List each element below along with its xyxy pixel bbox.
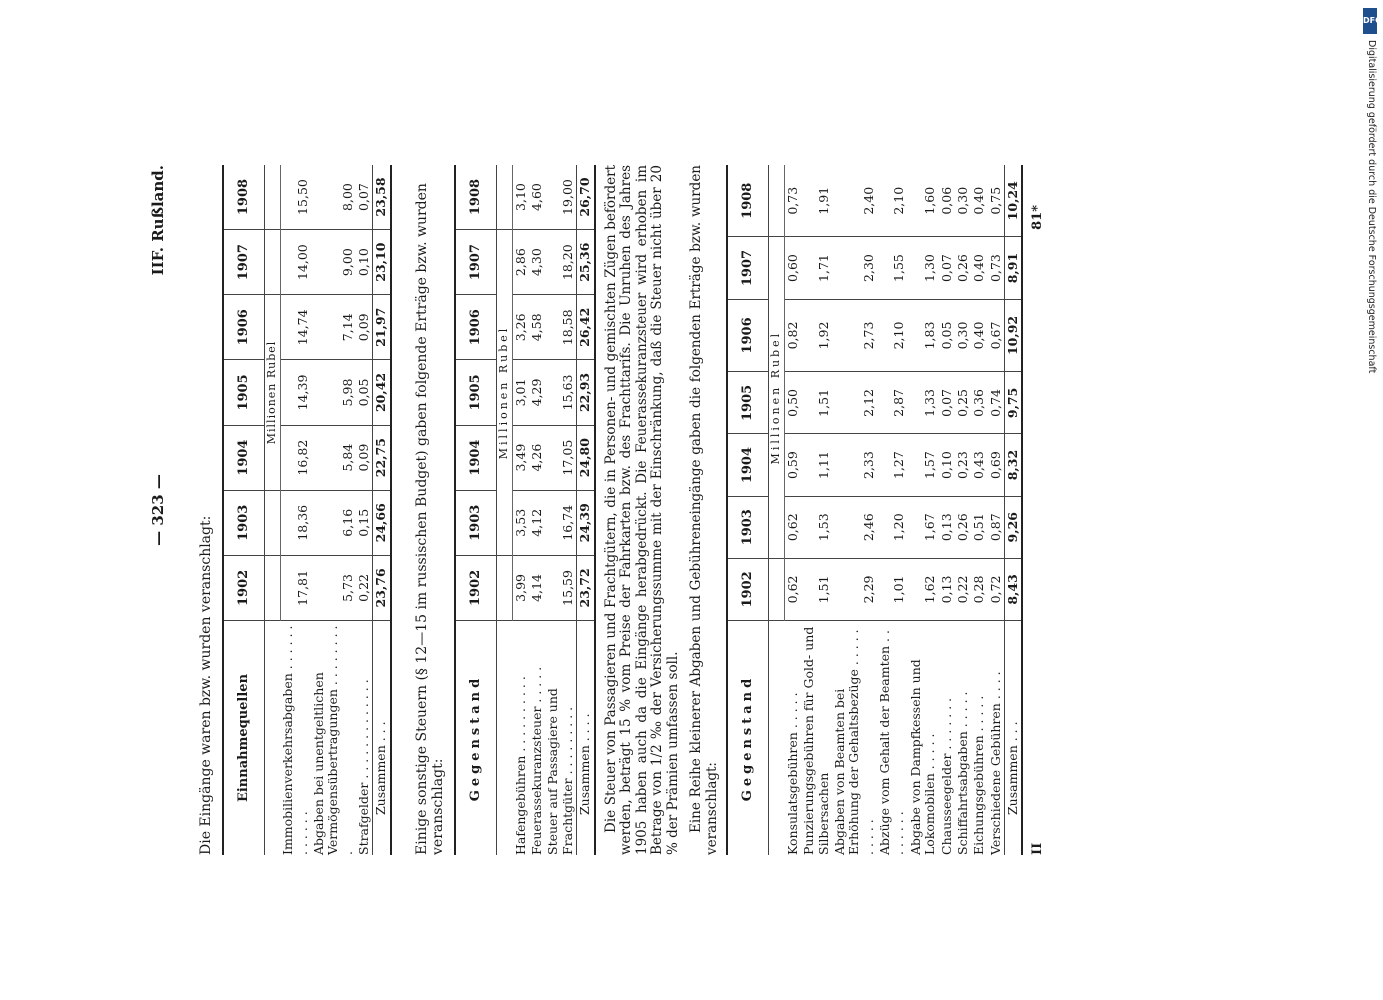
table-row <box>512 165 529 855</box>
year-header: 1907 <box>223 230 265 295</box>
year-header: 1902 <box>223 555 265 620</box>
table-cell: 8,43 <box>1005 558 1023 620</box>
unit-label: Millionen Rubel <box>265 295 281 490</box>
table-cell: 0,50 <box>784 372 801 434</box>
table-cell: 14,00 <box>280 230 311 295</box>
table-cell: 4,12 <box>529 490 545 555</box>
page-number: — 323 — <box>149 474 167 546</box>
table-cell: 18,36 <box>280 490 311 555</box>
table-cell: 18,58 <box>545 295 576 360</box>
year-header: 1906 <box>455 295 497 360</box>
row-label: Abzüge vom Gehalt der Beamten . . . . . . . . <box>877 630 907 855</box>
table-cell: 1,60 <box>908 165 939 237</box>
table-cell: 9,75 <box>1005 372 1023 434</box>
year-header: 1908 <box>455 165 497 230</box>
table-cell: 8,32 <box>1005 434 1023 496</box>
row-label: Abgaben von Beamten bei Erhöhung der Gehaltsbezüge . . . . . . . . . . <box>831 629 876 855</box>
row-label: Abgabe von Dampfkesseln und Lokomobilen . . . . . <box>907 659 938 855</box>
row-label: Punzierungsgebühren für Gold- und Silbersachen <box>801 626 831 855</box>
year-header: 1908 <box>727 165 769 237</box>
year-header: 1906 <box>727 299 769 372</box>
table-cell: 0,26 <box>955 237 971 299</box>
year-header: 1906 <box>223 295 265 360</box>
table-cell: 3,26 <box>512 295 529 360</box>
table-cell: 0,23 <box>955 434 971 496</box>
table-row <box>529 165 545 855</box>
table-cell: 6,16 <box>311 490 356 555</box>
table-row <box>784 165 801 855</box>
table-cell: 0,62 <box>784 558 801 620</box>
table-cell: 15,50 <box>280 165 311 230</box>
table-cell: 0,72 <box>988 558 1005 620</box>
table-cell: 1,67 <box>908 496 939 558</box>
table-cell: 9,26 <box>1005 496 1023 558</box>
table-cell: 4,60 <box>529 165 545 230</box>
table-row <box>280 165 311 855</box>
col-header: Einnahmequellen <box>223 621 265 856</box>
unit-label: Millionen Rubel <box>497 230 513 556</box>
table-row <box>545 165 576 855</box>
table-cell: 14,74 <box>280 295 311 360</box>
table-cell: 1,83 <box>908 299 939 372</box>
table-cell: 1,11 <box>801 434 832 496</box>
table-cell: 3,53 <box>512 490 529 555</box>
table-cell: 14,39 <box>280 360 311 425</box>
table-row <box>955 165 971 855</box>
table-cell: 0,74 <box>988 372 1005 434</box>
table-cell: 23,76 <box>373 555 391 620</box>
row-label: Schiffahrtsabgaben . . . . . <box>954 691 970 855</box>
table-cell: 1,53 <box>801 496 832 558</box>
table-cell: 24,39 <box>577 490 595 555</box>
table-cell: 0,22 <box>955 558 971 620</box>
table-cell: 0,75 <box>988 165 1005 237</box>
table-cell: 1,01 <box>877 558 908 620</box>
total-row <box>1005 165 1023 855</box>
table-cell: 0,07 <box>356 165 373 230</box>
table-cell: 4,14 <box>529 555 545 620</box>
paragraph-1: Die Steuer von Passagieren und Frachtgütern, die in Personen- und gemischten Zügen befördert werden, beträgt 15 % vom Preise der Fahrkarten bzw. des Frachttarifs. Die Unruhen des Jahres 1905 haben auch da die Eingänge herabgedrückt. Die Feuerassekuranzsteuer wird erhoben im Betrage von 1/2 ‰ der Versicherungssumme mit der Einschränkung, daß die Steuer nicht über 20 % der Prämien umfassen soll. <box>602 165 681 855</box>
table-cell: 25,36 <box>577 230 595 295</box>
page-header <box>150 165 176 855</box>
total-label: Zusammen . . . <box>373 621 391 856</box>
table-cell: 2,30 <box>832 237 877 299</box>
table-cell: 0,30 <box>955 165 971 237</box>
table-cell: 0,13 <box>939 558 955 620</box>
paragraph-2: Eine Reihe kleinerer Abgaben und Gebühreneingänge gaben die folgenden Erträge bzw. wurden veranschlagt: <box>688 165 720 855</box>
table-cell: 23,58 <box>373 165 391 230</box>
table-cell: 23,72 <box>577 555 595 620</box>
table-cell: 4,29 <box>529 360 545 425</box>
table-cell: 5,98 <box>311 360 356 425</box>
table-cell: 0,40 <box>971 165 987 237</box>
table-cell: 0,73 <box>988 237 1005 299</box>
table-cell: 2,10 <box>877 299 908 372</box>
table-cell: 2,73 <box>832 299 877 372</box>
table-cell: 24,80 <box>577 425 595 490</box>
table-sonstige-steuern <box>454 165 596 855</box>
table-cell: 16,82 <box>280 425 311 490</box>
table-cell: 8,00 <box>311 165 356 230</box>
row-label: Strafgelder . . . . . . . . . . . . . <box>356 679 372 855</box>
year-header: 1904 <box>223 425 265 490</box>
table-cell: 4,30 <box>529 230 545 295</box>
table-cell: 0,69 <box>988 434 1005 496</box>
table-cell: 20,42 <box>373 360 391 425</box>
table-cell: 1,62 <box>908 558 939 620</box>
year-header: 1904 <box>727 434 769 496</box>
table-cell: 0,30 <box>955 299 971 372</box>
table-cell: 10,92 <box>1005 299 1023 372</box>
dfg-text: Digitalisierung gefördert durch die Deutsche Forschungsgemeinschaft <box>1366 40 1377 374</box>
total-label: Zusammen . . . <box>1005 621 1023 856</box>
table-cell: 22,93 <box>577 360 595 425</box>
table-cell: 2,87 <box>877 372 908 434</box>
table-cell: 0,73 <box>784 165 801 237</box>
table-cell: 0,40 <box>971 299 987 372</box>
table-cell: 0,87 <box>988 496 1005 558</box>
table-cell: 0,25 <box>955 372 971 434</box>
table-cell: 1,30 <box>908 237 939 299</box>
table-cell: 1,55 <box>877 237 908 299</box>
table-cell: 0,05 <box>939 299 955 372</box>
signature-mark: II <box>1030 842 1046 855</box>
table-cell: 0,62 <box>784 496 801 558</box>
row-label: Hafengebühren . . . . . . . . . . <box>512 676 528 855</box>
table-cell: 26,70 <box>577 165 595 230</box>
table-cell: 0,28 <box>971 558 987 620</box>
table-cell: 0,09 <box>356 295 373 360</box>
table-cell: 0,82 <box>784 299 801 372</box>
year-header: 1903 <box>727 496 769 558</box>
year-header: 1905 <box>223 360 265 425</box>
row-label: Konsulatsgebühren . . . . . <box>784 692 800 855</box>
table-cell: 10,24 <box>1005 165 1023 237</box>
total-row <box>577 165 595 855</box>
table-cell: 1,20 <box>877 496 908 558</box>
table-cell: 4,58 <box>529 295 545 360</box>
table-cell: 24,66 <box>373 490 391 555</box>
year-header: 1905 <box>727 372 769 434</box>
table-row <box>832 165 877 855</box>
table-row <box>877 165 908 855</box>
table-cell: 15,63 <box>545 360 576 425</box>
year-header: 1902 <box>727 558 769 620</box>
table-cell: 0,07 <box>939 237 955 299</box>
table-cell: 3,10 <box>512 165 529 230</box>
year-header: 1907 <box>727 237 769 299</box>
table-cell: 1,92 <box>801 299 832 372</box>
year-header: 1907 <box>455 230 497 295</box>
table-cell: 0,15 <box>356 490 373 555</box>
row-label: Steuer auf Passagiere und Frachtgüter . . . . . . . . . <box>545 688 575 855</box>
table-cell: 2,40 <box>832 165 877 237</box>
row-label: Chausseegelder . . . . . . . <box>938 697 954 855</box>
table-cell: 0,07 <box>939 372 955 434</box>
table-cell: 0,10 <box>939 434 955 496</box>
table-cell: 17,81 <box>280 555 311 620</box>
table-einnahmequellen <box>222 165 392 855</box>
table-cell: 1,27 <box>877 434 908 496</box>
row-label: Feuerassekuranzsteuer . . . . . <box>529 666 545 855</box>
year-header: 1904 <box>455 425 497 490</box>
table-cell: 1,71 <box>801 237 832 299</box>
total-label: Zusammen . . . . <box>577 621 595 856</box>
table-cell: 23,10 <box>373 230 391 295</box>
table-cell: 2,46 <box>832 496 877 558</box>
table-cell: 0,67 <box>988 299 1005 372</box>
page-footer <box>1031 165 1053 855</box>
intro-text-1: Die Eingänge waren bzw. wurden veranschlagt: <box>198 515 214 855</box>
table-cell: 15,59 <box>545 555 576 620</box>
dfg-attribution <box>1357 8 1383 428</box>
table-cell: 1,51 <box>801 558 832 620</box>
table-cell: 2,10 <box>877 165 908 237</box>
table-cell: 5,73 <box>311 555 356 620</box>
row-label: Eichungsgebühren . . . . . <box>971 695 987 855</box>
table-cell: 21,97 <box>373 295 391 360</box>
table-row <box>356 165 373 855</box>
year-header: 1908 <box>223 165 265 230</box>
table-cell: 17,05 <box>545 425 576 490</box>
table-cell: 2,29 <box>832 558 877 620</box>
intro-text-2: Einige sonstige Steuern (§ 12—15 im russischen Budget) gaben folgende Erträge bzw. wurden veranschlagt: <box>413 183 446 855</box>
table-cell: 2,12 <box>832 372 877 434</box>
table-cell: 0,40 <box>971 237 987 299</box>
table-cell: 7,14 <box>311 295 356 360</box>
table-row <box>908 165 939 855</box>
table-cell: 1,91 <box>801 165 832 237</box>
table-cell: 0,09 <box>356 425 373 490</box>
table-row <box>939 165 955 855</box>
table-cell: 1,51 <box>801 372 832 434</box>
row-label: Immobilienverkehrsabgaben . . . . . . . . . . . . <box>280 625 310 855</box>
row-label: Verschiedene Gebühren . . . . <box>987 671 1003 855</box>
table-cell: 3,99 <box>512 555 529 620</box>
table-cell: 9,00 <box>311 230 356 295</box>
total-row <box>373 165 391 855</box>
table-cell: 5,84 <box>311 425 356 490</box>
table-cell: 2,86 <box>512 230 529 295</box>
table-cell: 0,36 <box>971 372 987 434</box>
table-cell: 26,42 <box>577 295 595 360</box>
table-cell: 1,33 <box>908 372 939 434</box>
table-abgaben-gebuehren <box>726 165 1023 855</box>
dfg-logo: DFG <box>1363 8 1377 34</box>
table-cell: 0,26 <box>955 496 971 558</box>
table-cell: 0,10 <box>356 230 373 295</box>
col-header: Gegenstand <box>727 621 769 856</box>
table-cell: 0,06 <box>939 165 955 237</box>
table-cell: 0,60 <box>784 237 801 299</box>
page-content <box>150 165 1053 855</box>
table-cell: 0,05 <box>356 360 373 425</box>
sheet-number: 81* <box>1030 205 1046 230</box>
table-row <box>988 165 1005 855</box>
table-cell: 22,75 <box>373 425 391 490</box>
table-cell: 4,26 <box>529 425 545 490</box>
table-row <box>801 165 832 855</box>
table-cell: 0,59 <box>784 434 801 496</box>
col-header: Gegenstand <box>455 621 497 856</box>
table-row <box>971 165 987 855</box>
table-cell: 8,91 <box>1005 237 1023 299</box>
table-cell: 16,74 <box>545 490 576 555</box>
table-cell: 0,51 <box>971 496 987 558</box>
section-title: IIF. Rußland. <box>149 165 167 276</box>
table-cell: 2,33 <box>832 434 877 496</box>
table-cell: 0,43 <box>971 434 987 496</box>
table-cell: 3,49 <box>512 425 529 490</box>
year-header: 1902 <box>455 555 497 620</box>
row-label: Abgaben bei unentgeltlichen Vermögensübertragungen . . . . . . . . . <box>310 625 355 855</box>
year-header: 1903 <box>223 490 265 555</box>
table-cell: 18,20 <box>545 230 576 295</box>
table-cell: 0,13 <box>939 496 955 558</box>
table-row <box>311 165 356 855</box>
table-cell: 3,01 <box>512 360 529 425</box>
year-header: 1903 <box>455 490 497 555</box>
table-cell: 1,57 <box>908 434 939 496</box>
unit-label: Millionen Rubel <box>769 237 785 558</box>
table-cell: 19,00 <box>545 165 576 230</box>
table-cell: 0,22 <box>356 555 373 620</box>
year-header: 1905 <box>455 360 497 425</box>
